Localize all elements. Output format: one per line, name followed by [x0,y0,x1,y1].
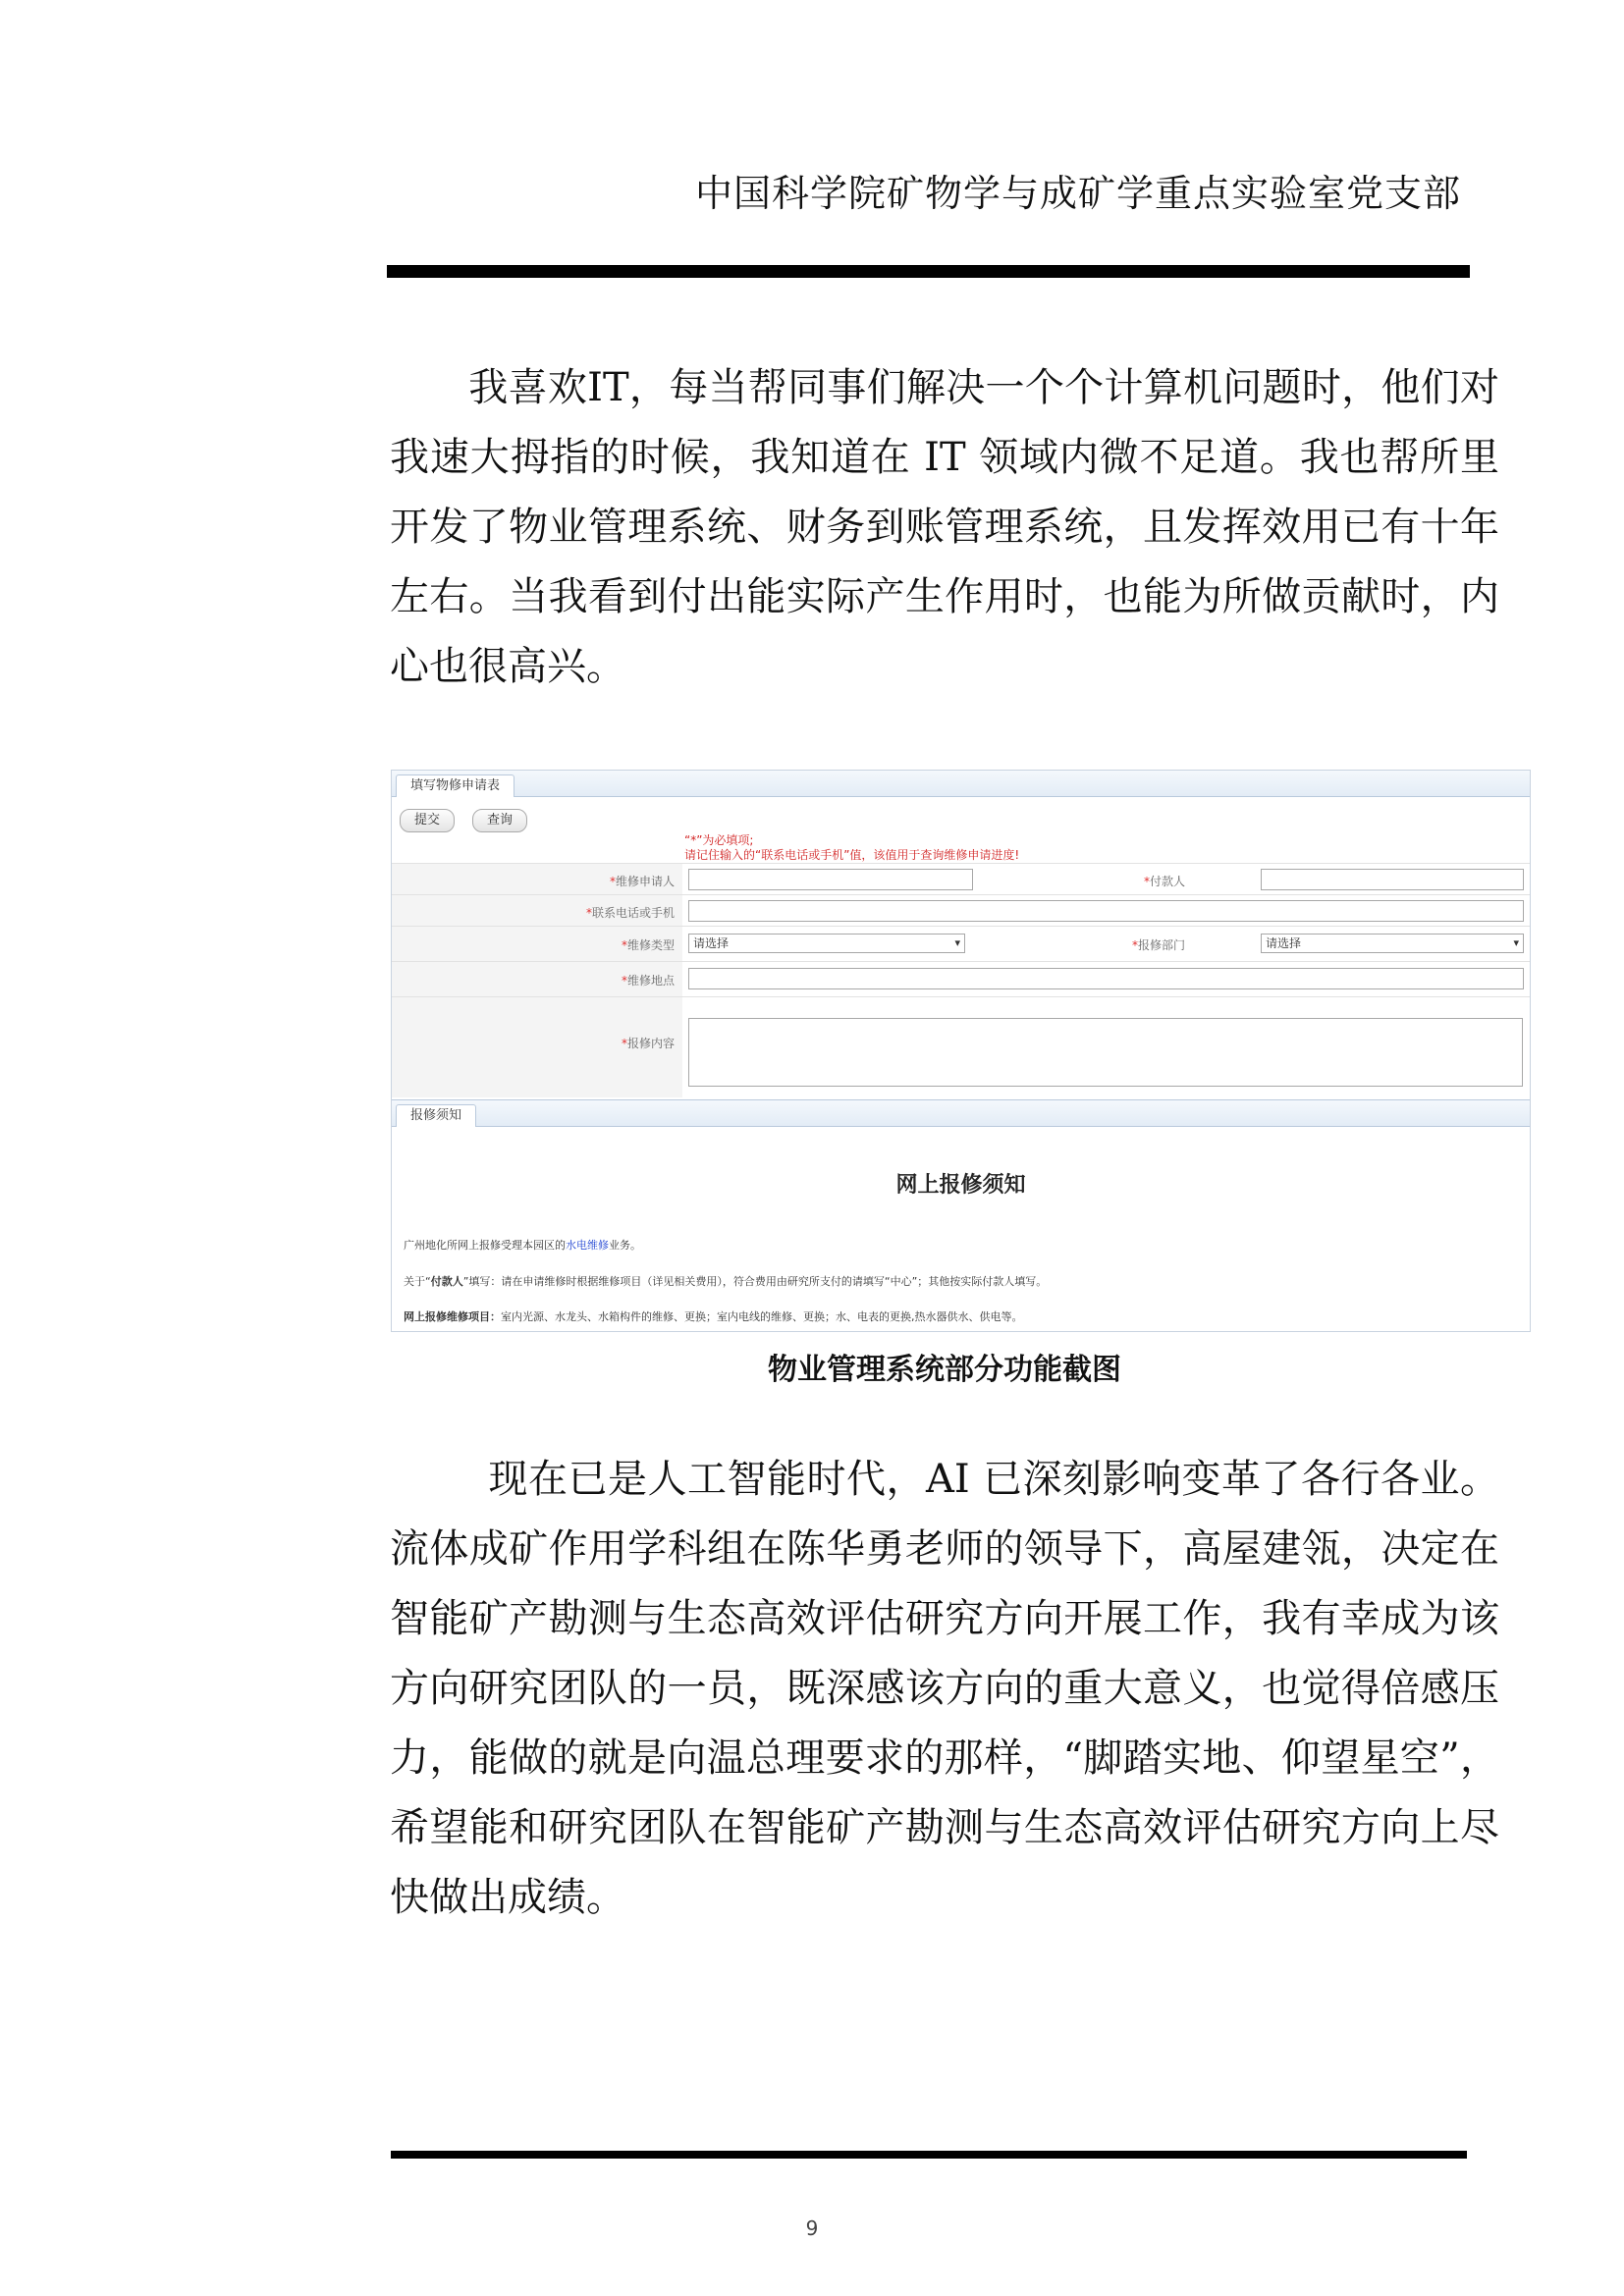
notice-title: 网上报修须知 [895,1173,1026,1198]
chevron-down-icon: ▾ [954,936,960,949]
label-payer: *付款人 [1143,875,1185,888]
tab-repair-form[interactable]: 填写物修申请表 [396,774,514,797]
header-rule [387,265,1470,278]
label-location: *维修地点 [621,974,675,988]
footer-rule [391,2151,1467,2159]
chevron-down-icon: ▾ [1513,936,1519,949]
notice-line-2: 关于“付款人”填写：请在申请维修时根据维修项目（详见相关费用），符合费用由研究所支付的请填写“中心”；其他按实际付款人填写。 [404,1275,1048,1288]
dept-select[interactable]: 请选择 ▾ [1261,934,1524,953]
repair-form-screenshot [391,770,1531,1332]
submit-button[interactable]: 提交 [400,809,455,832]
query-button[interactable]: 查询 [472,809,527,832]
payer-input[interactable] [1261,869,1524,890]
paragraph-1-text: 我喜欢IT，每当帮同事们解决一个个计算机问题时，他们对我速大拇指的时候，我知道在 IT 领域内微不足道。我也帮所里开发了物业管理系统、财务到账管理系统，且发挥效用已有十年左右。当我看到付出能实际产生作用时，也能为所做贡献时，内心也很高兴。 [390,365,1499,689]
location-input[interactable] [688,968,1524,989]
label-dept: *报修部门 [1131,938,1185,952]
row-location [392,961,1530,997]
content-textarea[interactable] [688,1018,1523,1087]
water-electric-link[interactable]: 水电维修 [566,1239,609,1252]
notice-tab-bar [392,1099,1530,1127]
row-phone [392,894,1530,927]
notice-line-1: 广州地化所网上报修受理本园区的水电维修业务。 [404,1239,641,1252]
paragraph-2-text: 现在已是人工智能时代，AI 已深刻影响变革了各行各业。流体成矿作用学科组在陈华勇老师的领导下，高屋建瓴，决定在智能矿产勘测与生态高效评估研究方向开展工作，我有幸成为该方向研究团队的一员，既深感该方向的重大意义，也觉得倍感压力，能做的就是向温总理要求的那样，“脚踏实地、仰望星空”，希望能和研究团队在智能矿产勘测与生态高效评估研究方向上尽快做出成绩。 [390,1457,1499,1920]
note-required: “*”为必填项; [684,833,754,847]
notice-line-3: 网上报修维修项目：室内光源、水龙头、水箱构件的维修、更换；室内电线的维修、更换；水、电表的更换,热水器供水、供电等。 [404,1310,1023,1323]
phone-input[interactable] [688,900,1524,922]
label-applicant: *维修申请人 [609,875,675,888]
label-type: *维修类型 [621,938,675,952]
page-number: 9 [805,2216,819,2240]
type-select[interactable]: 请选择 ▾ [688,934,965,953]
tab-repair-notice[interactable]: 报修须知 [396,1104,476,1127]
label-content: *报修内容 [621,1037,675,1050]
note-phone: 请记住输入的“联系电话或手机”值，该值用于查询维修申请进度! [684,848,1020,862]
body-paragraph-2 [390,1445,1499,1933]
row-type [392,926,1530,962]
form-tab-bar [392,771,1530,797]
body-paragraph-1 [390,353,1499,702]
header-title: 中国科学院矿物学与成矿学重点实验室党支部 [694,172,1461,215]
form-notes [684,833,1019,863]
applicant-input[interactable] [688,869,973,890]
figure-caption: 物业管理系统部分功能截图 [768,1353,1121,1387]
row-applicant [392,863,1530,895]
label-phone: *联系电话或手机 [585,906,675,920]
